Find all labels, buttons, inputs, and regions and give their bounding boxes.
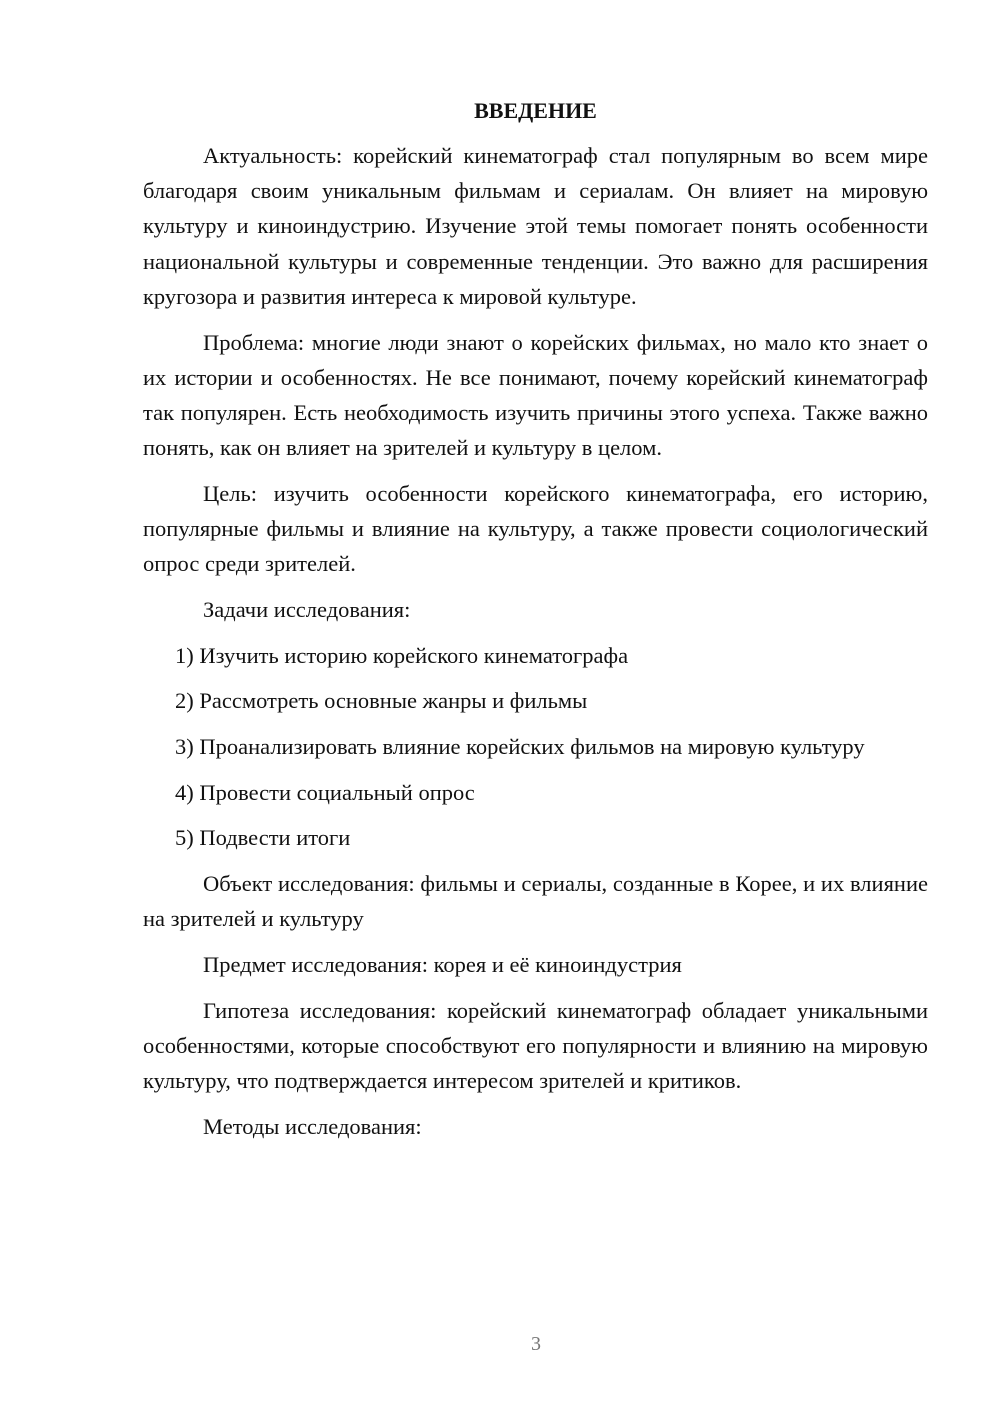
task-item-1: 1) Изучить историю корейского кинематографа (175, 642, 629, 668)
goal-paragraph: Цель: изучить особенности корейского кинематографа, его историю, популярные фильмы и влияние на культуру, а также провести социологический опрос среди зрителей. (143, 480, 928, 577)
problem-paragraph: Проблема: многие люди знают о корейских фильмах, но мало кто знает о их истории и особенностях. Не все понимают, почему корейский кинематограф так популярен. Есть необходимость изучить причины этого успеха. Также важно понять, как он влияет на зрителей и культуру в целом. (143, 329, 928, 461)
task-item-2: 2) Рассмотреть основные жанры и фильмы (175, 688, 588, 714)
object-paragraph: Объект исследования: фильмы и сериалы, созданные в Корее, и их влияние на зрителей и культуру (143, 871, 928, 932)
task-item-5: 5) Подвести итоги (175, 825, 351, 851)
page-number: 3 (531, 1333, 541, 1355)
task-item-4: 4) Провести социальный опрос (175, 779, 475, 805)
document-page (143, 96, 928, 1155)
task-item-3: 3) Проанализировать влияние корейских фильмов на мировую культуру (175, 734, 865, 760)
tasks-heading: Задачи исследования: (203, 596, 411, 622)
methods-heading: Методы исследования: (203, 1113, 422, 1139)
page-title: ВВЕДЕНИЕ (474, 98, 597, 123)
hypothesis-paragraph: Гипотеза исследования: корейский кинематограф обладает уникальными особенностями, которые способствуют его популярности и влиянию на мировую культуру, что подтверждается интересом зрителей и критиков. (143, 997, 928, 1094)
subject-paragraph: Предмет исследования: корея и её киноиндустрия (203, 952, 682, 978)
relevance-paragraph: Актуальность: корейский кинематограф стал популярным во всем мире благодаря своим уникальным фильмам и сериалам. Он влияет на мировую культуру и киноиндустрию. Изучение этой темы помогает понять особенности национальной культуры и современные тенденции. Это важно для расширения кругозора и развития интереса к мировой культуре. (143, 143, 928, 309)
